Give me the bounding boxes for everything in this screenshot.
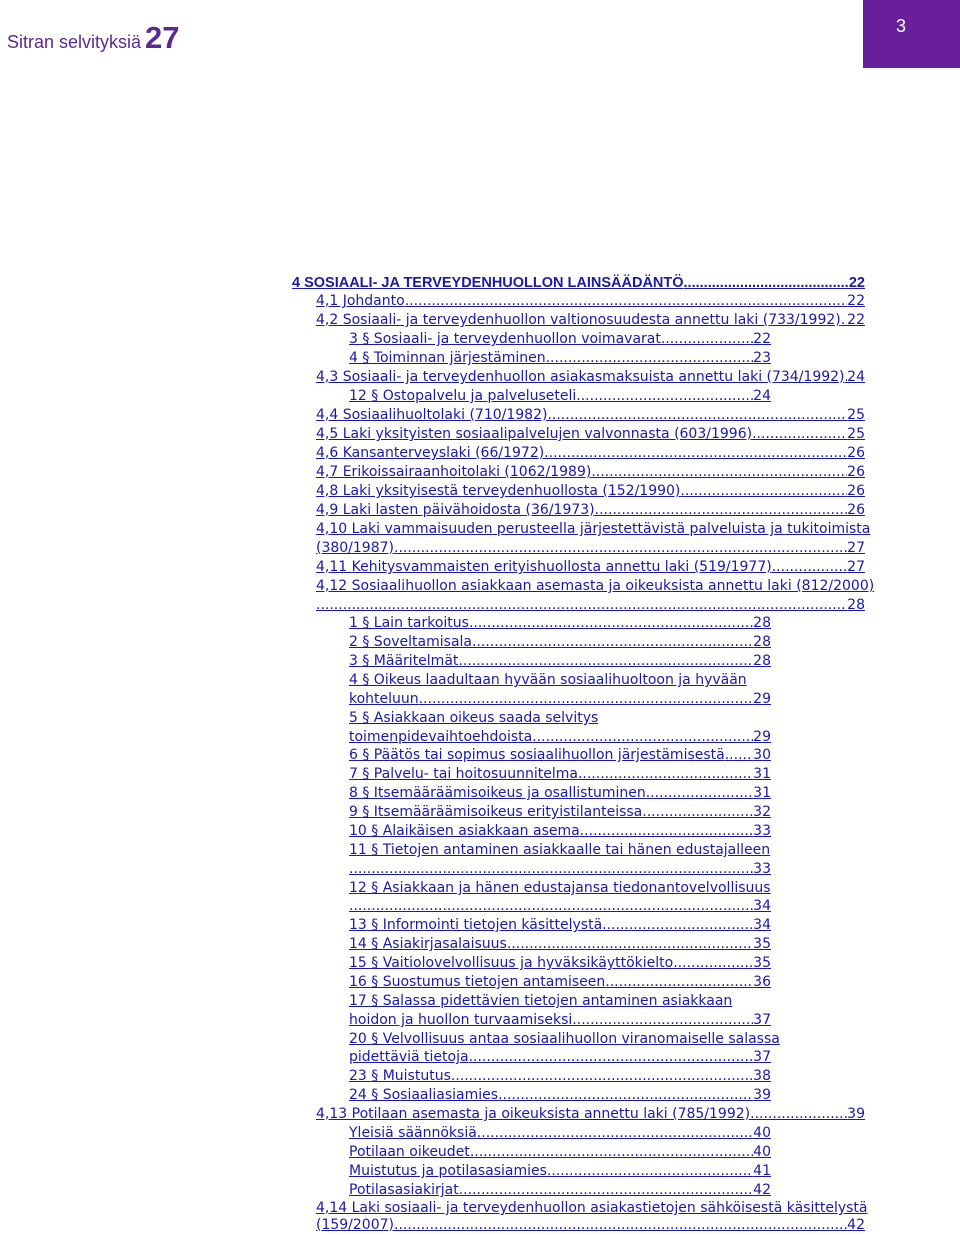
toc-entry[interactable]: 13 § Informointi tietojen käsittelystä ..... 34: [349, 916, 771, 934]
toc-entry[interactable]: 4,3 Sosiaali- ja terveydenhuollon asiakasmaksuista annettu laki (734/1992) ..... 24: [316, 368, 865, 386]
toc-entry[interactable]: 6 § Päätös tai sopimus sosiaalihuollon järjestämisestä ..... 30: [349, 746, 771, 764]
toc-entry[interactable]: 4,4 Sosiaalihuoltolaki (710/1982) ..... 25: [316, 406, 865, 424]
toc-entry[interactable]: ..... 33: [349, 860, 771, 878]
toc-entry[interactable]: 10 § Alaikäisen asiakkaan asema ..... 33: [349, 822, 771, 840]
toc-entry[interactable]: 4,7 Erikoissairaanhoitolaki (1062/1989) ..... 26: [316, 463, 865, 481]
toc-entry[interactable]: hoidon ja huollon turvaamiseksi ..... 37: [349, 1011, 771, 1029]
toc-entry[interactable]: (380/1987) ..... 27: [316, 539, 865, 557]
toc-entry[interactable]: 16 § Suostumus tietojen antamiseen ..... 36: [349, 973, 771, 991]
toc-entry[interactable]: 4,13 Potilaan asemasta ja oikeuksista annettu laki (785/1992) ..... 39: [316, 1105, 865, 1123]
toc-entry[interactable]: 3 § Sosiaali- ja terveydenhuollon voimavarat ..... 22: [349, 330, 771, 348]
toc-entry[interactable]: 20 § Velvollisuus antaa sosiaalihuollon viranomaiselle salassa: [349, 1031, 780, 1047]
toc-entry[interactable]: pidettäviä tietoja ..... 37: [349, 1048, 771, 1066]
toc-entry[interactable]: 4,1 Johdanto ..... 22: [316, 292, 865, 310]
toc-entry[interactable]: 24 § Sosiaaliasiamies ..... 39: [349, 1086, 771, 1104]
toc-entry[interactable]: 15 § Vaitiolovelvollisuus ja hyväksikäyttökielto ..... 35: [349, 954, 771, 972]
toc-entry[interactable]: Potilasasiakirjat ..... 42: [349, 1181, 771, 1199]
toc-entry[interactable]: 14 § Asiakirjasalaisuus ..... 35: [349, 935, 771, 953]
toc-entry[interactable]: (159/2007) ..... 42: [316, 1216, 865, 1234]
toc-entry[interactable]: toimenpidevaihtoehdoista ..... 29: [349, 728, 771, 746]
toc-entry[interactable]: 4,2 Sosiaali- ja terveydenhuollon valtionosuudesta annettu laki (733/1992) ..... 22: [316, 311, 865, 329]
series-name: Sitran selvityksiä: [7, 32, 142, 52]
toc-entry[interactable]: 3 § Määritelmät ..... 28: [349, 652, 771, 670]
toc-entry[interactable]: 9 § Itsemääräämisoikeus erityistilanteissa ..... 32: [349, 803, 771, 821]
toc-entry[interactable]: 4,12 Sosiaalihuollon asiakkaan asemasta ja oikeuksista annettu laki (812/2000): [316, 578, 875, 594]
toc-entry[interactable]: kohteluun ..... 29: [349, 690, 771, 708]
series-number: 27: [145, 20, 180, 55]
toc-entry[interactable]: 4,6 Kansanterveyslaki (66/1972) ..... 26: [316, 444, 865, 462]
toc-entry[interactable]: 12 § Asiakkaan ja hänen edustajansa tiedonantovelvollisuus: [349, 880, 771, 896]
toc-entry[interactable]: ..... 34: [349, 897, 771, 915]
toc-entry[interactable]: 23 § Muistutus ..... 38: [349, 1067, 771, 1085]
toc-entry[interactable]: 4,9 Laki lasten päivähoidosta (36/1973) ..... 26: [316, 501, 865, 519]
toc-entry[interactable]: 4 § Toiminnan järjestäminen ..... 23: [349, 349, 771, 367]
toc-entry[interactable]: 4,11 Kehitysvammaisten erityishuollosta annettu laki (519/1977) ..... 27: [316, 558, 865, 576]
toc-entry[interactable]: 2 § Soveltamisala ..... 28: [349, 633, 771, 651]
toc-entry[interactable]: 4 § Oikeus laadultaan hyvään sosiaalihuoltoon ja hyvään: [349, 672, 747, 688]
toc-entry[interactable]: 4 SOSIAALI- JA TERVEYDENHUOLLON LAINSÄÄDÄNTÖ ..... 22: [292, 274, 865, 292]
toc-entry[interactable]: 11 § Tietojen antaminen asiakkaalle tai hänen edustajalleen: [349, 842, 771, 858]
toc-entry[interactable]: 7 § Palvelu- tai hoitosuunnitelma ..... 31: [349, 765, 771, 783]
toc-entry[interactable]: Potilaan oikeudet ..... 40: [349, 1143, 771, 1161]
toc-entry[interactable]: 1 § Lain tarkoitus ..... 28: [349, 614, 771, 632]
toc-entry[interactable]: 12 § Ostopalvelu ja palveluseteli ..... 24: [349, 387, 771, 405]
toc-entry[interactable]: Yleisiä säännöksiä ..... 40: [349, 1124, 771, 1142]
toc-entry[interactable]: 4,14 Laki sosiaali- ja terveydenhuollon asiakastietojen sähköisestä käsittelystä: [316, 1200, 868, 1216]
toc-entry[interactable]: 17 § Salassa pidettävien tietojen antaminen asiakkaan: [349, 993, 733, 1009]
toc-entry[interactable]: 4,8 Laki yksityisestä terveydenhuollosta (152/1990) ..... 26: [316, 482, 865, 500]
toc-entry[interactable]: 4,5 Laki yksityisten sosiaalipalvelujen valvonnasta (603/1996) ..... 25: [316, 425, 865, 443]
toc-entry[interactable]: 8 § Itsemääräämisoikeus ja osallistuminen ..... 31: [349, 784, 771, 802]
toc-entry[interactable]: 5 § Asiakkaan oikeus saada selvitys: [349, 710, 599, 726]
toc-entry[interactable]: 4,10 Laki vammaisuuden perusteella järjestettävistä palveluista ja tukitoimista: [316, 521, 871, 537]
toc-entry[interactable]: ..... 28: [316, 596, 865, 614]
toc-entry[interactable]: Muistutus ja potilasasiamies ..... 41: [349, 1162, 771, 1180]
page-number: 3: [896, 16, 907, 36]
